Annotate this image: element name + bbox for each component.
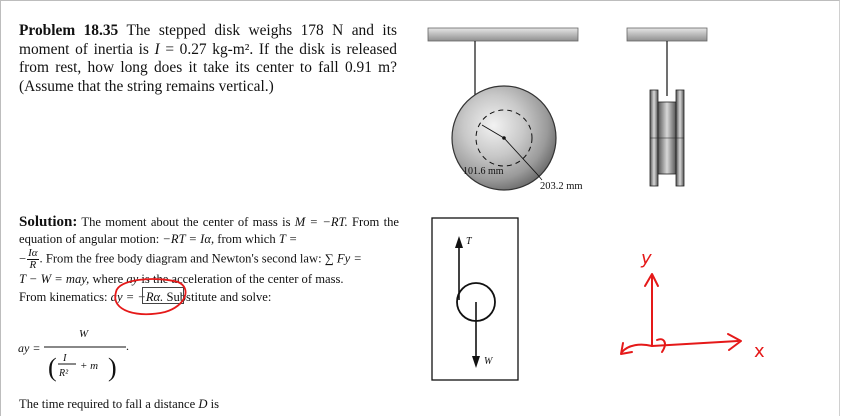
axes-x-label: x xyxy=(754,341,765,362)
eq-left-paren: ( xyxy=(48,353,57,382)
eq-trailing-dot: . xyxy=(126,339,129,353)
solution-line-3b: . From the free body diagram and Newton's second law: xyxy=(39,251,322,266)
problem-label: Problem 18.35 xyxy=(19,22,119,39)
problem-text-1: The stepped disk weighs 178 N and its moment of inertia is xyxy=(19,22,397,58)
solution-t-equals: T = xyxy=(278,232,298,247)
solution-angular-eq: −RT = Iα, xyxy=(162,232,215,247)
solution-kinematics-eq: ay = −Rα. xyxy=(110,289,164,304)
final-text: The time required to fall a distance xyxy=(19,397,196,411)
center-point xyxy=(502,136,506,140)
fbd-frame xyxy=(432,218,518,380)
inner-radius-label: 101.6 mm xyxy=(463,166,504,177)
fbd-weight-arrowhead xyxy=(472,356,480,368)
solution-heading: Solution: xyxy=(19,214,78,230)
fbd-weight-label: W xyxy=(484,356,493,367)
solution-neg-sign: − xyxy=(19,251,27,266)
handwritten-circle xyxy=(115,279,185,314)
inertia-value: = 0.27 kg-m². xyxy=(165,40,254,58)
problem-text-2: If the disk is released from rest, how long does it take its center to fall 0.91 m? (Assume that the string remains vertical.) xyxy=(19,40,397,95)
ceiling-front xyxy=(428,28,578,41)
solution-line-5b: Substitute and solve: xyxy=(166,289,272,304)
eq-lhs: ay = xyxy=(18,341,41,355)
eq-inertia: I xyxy=(63,353,67,364)
solution-ay-symbol: ay xyxy=(126,272,139,287)
solution-moment-eq: M = −RT. xyxy=(294,215,348,229)
fraction-numerator: Iα xyxy=(28,247,38,260)
fbd-tension-label: T xyxy=(466,236,472,247)
solution-line-4d: is the acceleration of the center of mass. xyxy=(141,272,344,287)
axes-y-label: y xyxy=(641,248,652,269)
solution-line-2b: from which xyxy=(217,232,276,247)
eq-r-squared: R² xyxy=(59,368,69,379)
inertia-symbol: I xyxy=(154,40,160,58)
outer-radius-label: 203.2 mm xyxy=(540,181,583,192)
solution-line-5a: From kinematics: xyxy=(19,289,108,304)
final-tail: is xyxy=(210,397,220,411)
eq-right-paren: ) xyxy=(108,353,117,382)
solution-sum-forces: ∑ Fy = xyxy=(324,251,362,266)
final-variable: D xyxy=(198,397,208,411)
handwritten-axes xyxy=(621,274,741,354)
solution-line-1a: The moment about the center of mass is xyxy=(81,215,291,229)
solution-newton-eq: T − W = may, xyxy=(19,272,90,287)
eq-numerator: W xyxy=(79,328,89,340)
eq-plus-m: + m xyxy=(80,360,99,372)
fbd-tension-arrowhead xyxy=(455,236,463,248)
solution-where: where xyxy=(92,272,124,287)
solution-line-2a: From the equation of angular motion: xyxy=(19,215,399,247)
fraction-denominator: R xyxy=(29,259,37,272)
ceiling-side xyxy=(627,28,707,41)
